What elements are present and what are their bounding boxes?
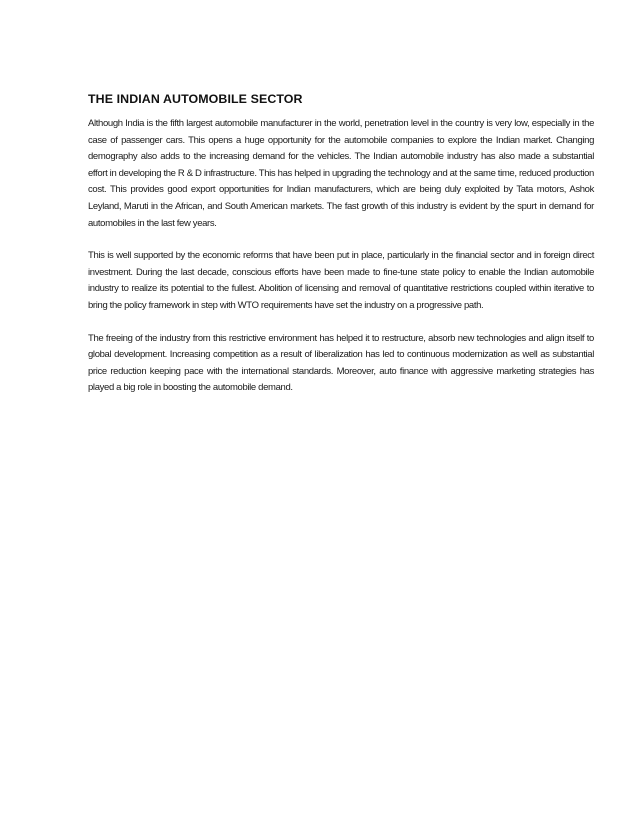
paragraph-2: This is well supported by the economic reforms that have been put in place, particularly in the financial sector and in foreign direct investment. During the last decade, conscious efforts have been made to fine-tune state policy to enable the Indian automobile industry to realize its potential to the fullest. Abolition of licensing and removal of quantitative restrictions coupled within iterative to bring the policy framework in step with WTO requirements have set the industry on a progressive path. (88, 250, 594, 311)
paragraph-1: Although India is the fifth largest automobile manufacturer in the world, penetration level in the country is very low, especially in the case of passenger cars. This opens a huge opportunity for the automobile companies to explore the Indian market. Changing demography also adds to the increasing demand for the vehicles. The Indian automobile industry has also made a substantial effort in developing the R & D infrastructure. This has helped in upgrading the technology and at the same time, reduced production cost. This provides good export opportunities for Indian manufacturers, which are being duly exploited by Tata motors, Ashok Leyland, Maruti in the African, and South American markets. The fast growth of this industry is evident by the spurt in demand for automobiles in the last few years. (88, 118, 594, 229)
document-title: THE INDIAN AUTOMOBILE SECTOR (88, 92, 303, 106)
paragraph-3: The freeing of the industry from this restrictive environment has helped it to restructure, absorb new technologies and align itself to global development. Increasing competition as a result of liberalization has led to continuous modernization as well as substantial price reduction keeping pace with the international standards. Moreover, auto finance with aggressive marketing strategies has played a big role in boosting the automobile demand. (88, 332, 594, 394)
document-page (88, 92, 594, 397)
